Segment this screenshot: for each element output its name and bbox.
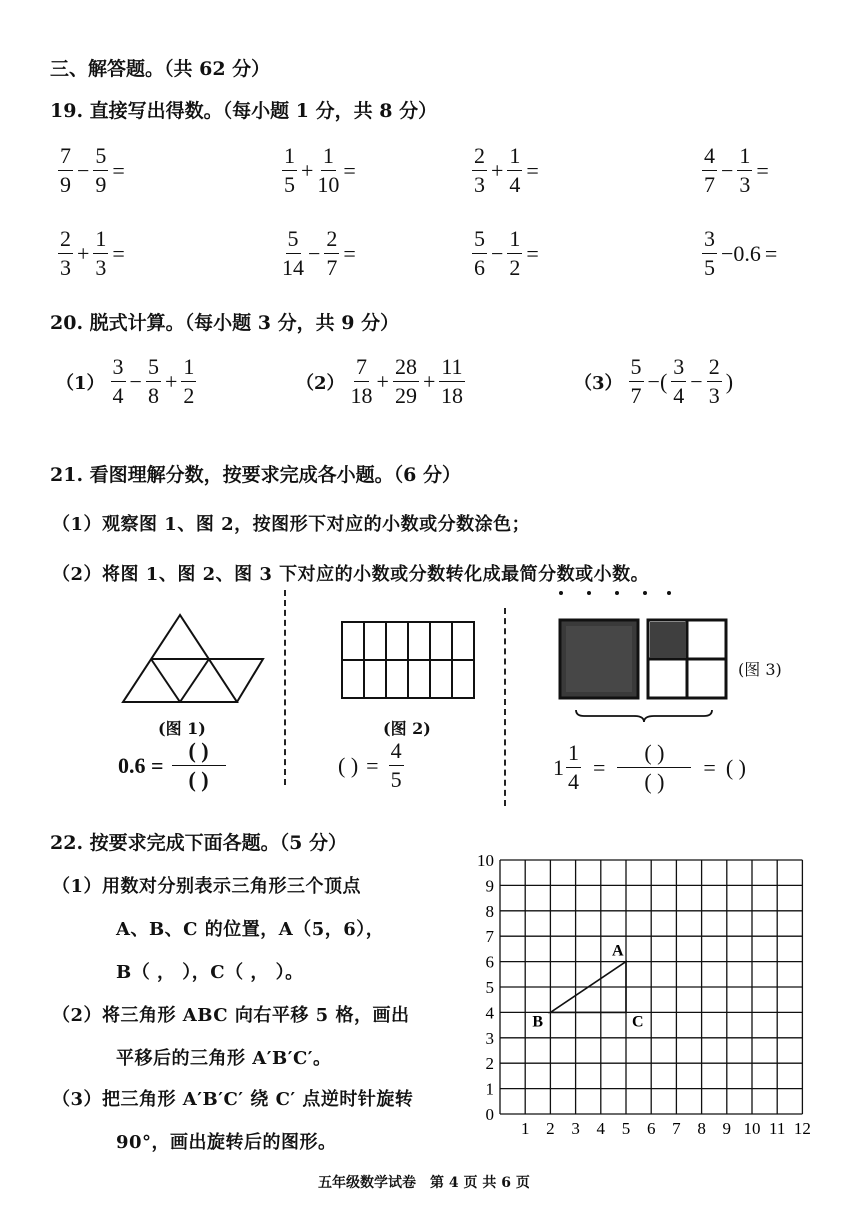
fraction: $\frac{3}{4}$ [673,354,685,408]
fig2-label: (图 2) [383,719,431,738]
x-tick-label: 5 [621,1119,631,1138]
operator: + [77,240,90,266]
fraction: $\frac{5}{14}$ [282,226,304,280]
fig3-answer-numerator[interactable]: ( ) [617,742,691,768]
operator: = [112,157,125,183]
fig3-numerator: 1 [566,742,581,768]
fig3-denominator: 4 [568,769,579,794]
q22-part3-line2: 90°，画出旋转后的图形。 [116,1132,337,1153]
fig3-equals-2: = [703,754,716,780]
q19-item[interactable] [280,145,358,196]
y-tick-label: 7 [485,927,494,947]
y-tick-label: 3 [485,1028,494,1048]
fraction: $\frac{1}{2}$ [183,354,195,408]
fraction: $\frac{11}{18}$ [440,354,463,408]
fig3-squares [558,618,733,724]
operator: − [491,240,504,266]
fig1-answer-denominator[interactable]: ( ) [188,767,209,792]
operator: + [376,368,389,394]
x-tick-label: 10 [743,1119,761,1138]
fraction: $\frac{1}{10}$ [317,143,340,197]
q19-item[interactable] [56,228,127,279]
item-label: （3） [574,372,623,394]
item-label: （2） [296,372,345,394]
x-tick-label: 6 [646,1119,656,1138]
q21-line2: （2）将图 1、图 2、图 3 下对应的小数或分数转化成最简分数或小数。 [52,564,650,585]
x-tick-label: 11 [769,1119,786,1138]
fig1-value: 0.6 = [118,752,164,778]
q20-item[interactable] [296,356,467,407]
fraction: $\frac{1}{3}$ [95,226,107,280]
fraction: $\frac{1}{3}$ [739,143,751,197]
fraction: $\frac{7}{18}$ [350,354,373,408]
q22-part1-line1: （1）用数对分别表示三角形三个顶点 [52,876,362,897]
fig3-equals-1: = [593,754,606,780]
fraction: $\frac{2}{3}$ [60,226,71,280]
operator: = [112,240,125,266]
q19-item[interactable] [470,145,541,196]
vertex-label-c: C [632,1013,644,1031]
operator: + [301,157,314,183]
fig1-answer-numerator[interactable]: ( ) [172,740,226,766]
fraction: $\frac{7}{9}$ [60,143,71,197]
q19-item[interactable] [700,228,779,279]
y-tick-label: 9 [485,876,494,896]
x-tick-label: 12 [793,1119,811,1138]
fig1-expression [118,740,228,791]
q21-line1: （1）观察图 1、图 2，按图形下对应的小数或分数涂色； [52,514,531,535]
fraction: $\frac{2}{3}$ [474,143,485,197]
fig3-expression [553,742,746,793]
x-tick-label: 2 [546,1119,555,1138]
operator: = [343,240,356,266]
fraction: $\frac{2}{7}$ [326,226,338,280]
operator: − [690,368,703,394]
fraction: $\frac{1}{5}$ [284,143,295,197]
operator: = [764,240,778,266]
fraction: $\frac{5}{7}$ [630,354,642,408]
fraction: $\frac{4}{7}$ [704,143,715,197]
fig3-whole: 1 [553,754,564,780]
y-tick-label: 6 [485,952,494,972]
fig2-numerator: 4 [389,740,404,766]
operator: −0.6 [721,240,761,266]
x-tick-label: 8 [697,1119,706,1138]
fig1-label: (图 1) [158,719,206,738]
fig3-label: (图 3) [738,660,782,679]
y-tick-label: 8 [485,901,494,921]
fig2-rectangle-grid[interactable] [340,620,478,702]
operator: − [721,157,734,183]
q22-part2-line1: （2）将三角形 ABC 向右平移 5 格，画出 [52,1005,410,1026]
operator: − [308,240,321,266]
fraction: $\frac{2}{3}$ [708,354,720,408]
q22-title: 22. 按要求完成下面各题。（5 分） [50,832,348,854]
y-tick-label: 0 [485,1105,494,1124]
coordinate-grid[interactable] [470,852,830,1142]
x-tick-label: 4 [596,1119,606,1138]
operator: −( [647,368,668,394]
fig1-triangles[interactable] [118,610,268,710]
operator: = [343,157,356,183]
x-tick-label: 3 [571,1119,580,1138]
fraction: $\frac{3}{4}$ [112,354,124,408]
emphasis-dots [555,588,675,598]
divider-2 [504,608,506,806]
q20-item[interactable] [56,356,198,407]
q19-item[interactable] [470,228,541,279]
operator: − [129,368,142,394]
fig3-decimal-blank[interactable]: ( ) [725,754,746,780]
q19-item[interactable] [56,145,127,196]
q20-title: 20. 脱式计算。（每小题 3 分，共 9 分） [50,312,400,334]
fig2-denominator: 5 [390,767,402,792]
divider-1 [284,590,286,785]
operator: − [77,157,90,183]
y-tick-label: 5 [485,978,494,997]
q19-item[interactable] [700,145,771,196]
q21-title: 21. 看图理解分数，按要求完成各小题。（6 分） [50,464,462,486]
q22-part1-line3[interactable]: B（ ， ），C（ ， ）。 [116,962,304,983]
operator: = [526,240,539,266]
q22-part1-line2: A、B、C 的位置，A（5，6）， [116,919,385,940]
fraction: $\frac{1}{4}$ [509,143,521,197]
x-tick-label: 1 [520,1119,530,1138]
operator: + [422,368,436,394]
q19-item[interactable] [280,228,358,279]
fraction: $\frac{5}{6}$ [474,226,485,280]
fraction: $\frac{28}{29}$ [394,354,417,408]
vertex-label-b: B [532,1013,544,1031]
section-title: 三、解答题。（共 62 分） [50,58,271,80]
fraction: $\frac{1}{2}$ [509,226,521,280]
q22-part2-line2: 平移后的三角形 A′B′C′。 [116,1048,332,1069]
operator: = [756,157,769,183]
vertex-label-a: A [612,942,624,960]
fig2-expression [338,740,406,791]
q22-part3-line1: （3）把三角形 A′B′C′ 绕 C′ 点逆时针旋转 [52,1089,414,1110]
q20-item[interactable] [574,356,735,407]
x-tick-label: 9 [722,1119,732,1138]
fraction: $\frac{3}{5}$ [704,226,715,280]
item-label: （1） [56,372,105,394]
fig2-answer-blank[interactable]: ( ) [338,752,359,778]
fig3-answer-denominator[interactable]: ( ) [644,769,665,794]
operator: ) [725,368,734,394]
q19-title: 19. 直接写出得数。（每小题 1 分，共 8 分） [50,100,438,122]
operator: + [164,368,178,394]
fraction: $\frac{5}{9}$ [95,143,107,197]
y-tick-label: 1 [485,1079,494,1099]
page-footer: 五年级数学试卷 第 4 页 共 6 页 [318,1175,530,1191]
operator: + [491,157,504,183]
fig2-equals: = [366,752,379,778]
operator: = [526,157,539,183]
fraction: $\frac{5}{8}$ [147,354,159,408]
y-tick-label: 10 [477,852,494,870]
x-tick-label: 7 [672,1119,681,1138]
y-tick-label: 4 [485,1003,494,1023]
y-tick-label: 2 [485,1054,494,1074]
